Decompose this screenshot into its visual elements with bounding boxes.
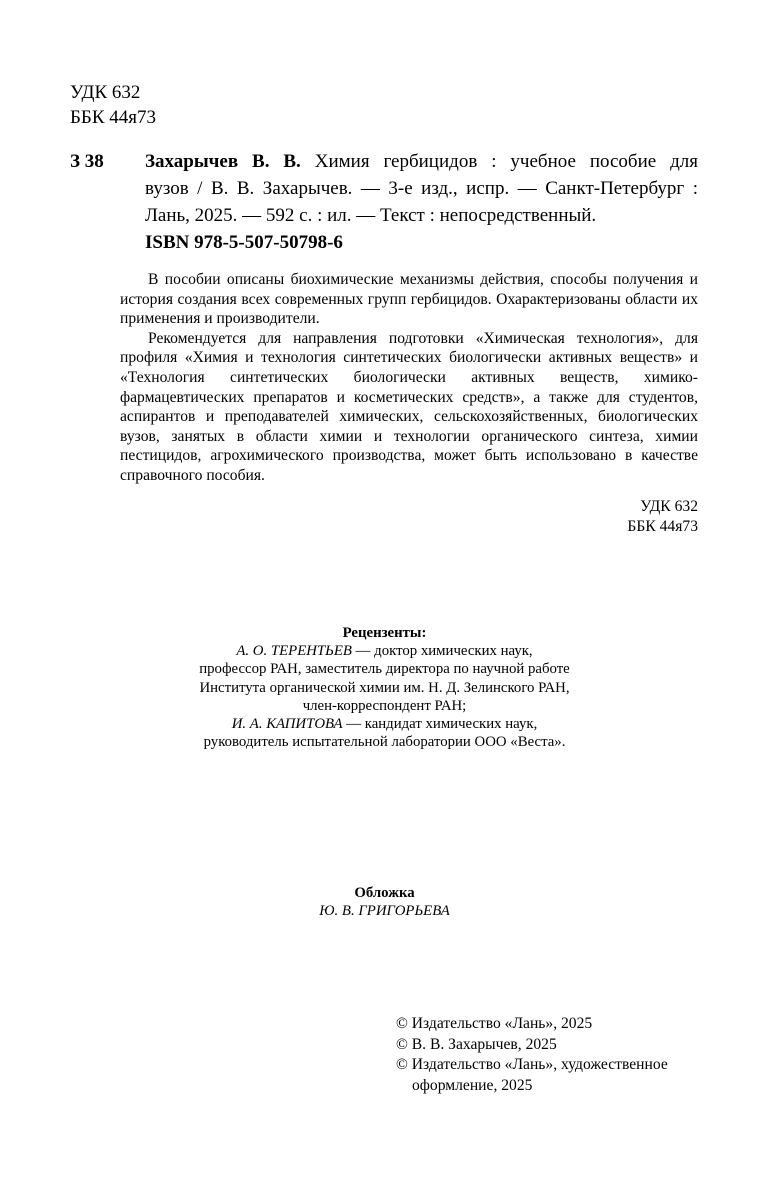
reviewers-heading: Рецензенты: [342, 625, 427, 641]
reviewers-block [100, 624, 669, 751]
biblio-line-3: Лань, 2025. — 592 с. : ил. — Текст : непосредственный. [145, 205, 597, 226]
abstract-paragraph-2: Рекомендуется для направления подготовки «Химическая технология», для профиля «Химия и технология синтетических биологически активных веществ» и «Технология синтетических биологически активных веществ, химико-фармацевтических препаратов и косметических средств», а также для студентов, аспирантов и преподавателей химических, сельскохозяйственных, биологических вузов, занятых в области химии и технологии органического синтеза, химии пестицидов, агрохимического производства, может быть использовано в качестве справочного пособия. [120, 329, 698, 484]
reviewer-1-name: А. О. ТЕРЕНТЬЕВ [236, 643, 352, 660]
copyright-publisher: © Издательство «Лань», 2025 [396, 1015, 593, 1032]
reviewer-1-line-1 [100, 642, 669, 660]
book-title: Химия гербицидов : учебное пособие для [314, 151, 699, 172]
author-mark: З 38 [70, 151, 104, 172]
biblio-line-1 [70, 148, 698, 175]
bibliographic-record [70, 148, 698, 229]
reviewer-2-title: — кандидат химических наук, [342, 716, 538, 733]
bbk-code-bottom: ББК 44я73 [627, 518, 698, 535]
reviewer-1-line-2: профессор РАН, заместитель директора по научной работе [199, 661, 570, 678]
reviewer-1-title: — доктор химических наук, [351, 643, 533, 660]
abstract-paragraph-1: В пособии описаны биохимические механизмы действия, способы получения и история создания всех современных групп гербицидов. Охарактеризованы области их применения и производители. [120, 271, 698, 328]
biblio-line-2: вузов / В. В. Захарычев. — 3-е изд., испр. — Санкт-Петербург : [145, 178, 698, 199]
reviewer-1-line-4: член-корреспондент РАН; [302, 697, 467, 714]
reviewer-2-line-1 [100, 715, 669, 733]
cover-designer: Ю. В. ГРИГОРЬЕВА [319, 903, 450, 920]
reviewer-2-name: И. А. КАПИТОВА [231, 716, 343, 733]
isbn: ISBN 978-5-507-50798-6 [145, 232, 343, 253]
copyright-design-cont: оформление, 2025 [412, 1076, 533, 1094]
reviewer-2-line-2: руководитель испытательной лаборатории ООО «Веста». [203, 734, 566, 751]
reviewer-1-line-3: Института органической химии им. Н. Д. Зелинского РАН, [199, 679, 570, 696]
cover-heading: Обложка [354, 885, 415, 901]
udk-code-bottom: УДК 632 [640, 498, 698, 515]
bbk-code: ББК 44я73 [70, 107, 156, 128]
cover-credit [100, 884, 669, 920]
udk-code: УДК 632 [70, 82, 141, 103]
biblio-lead [145, 148, 698, 175]
abstract [120, 270, 698, 486]
author-name: Захарычев В. В. [145, 151, 301, 172]
copyright-author: © В. В. Захарычев, 2025 [396, 1035, 557, 1053]
copyright-block [396, 1014, 668, 1096]
udc-bottom-block [627, 497, 698, 537]
udc-top-block [70, 80, 156, 130]
copyright-design: © Издательство «Лань», художественное [396, 1056, 668, 1073]
